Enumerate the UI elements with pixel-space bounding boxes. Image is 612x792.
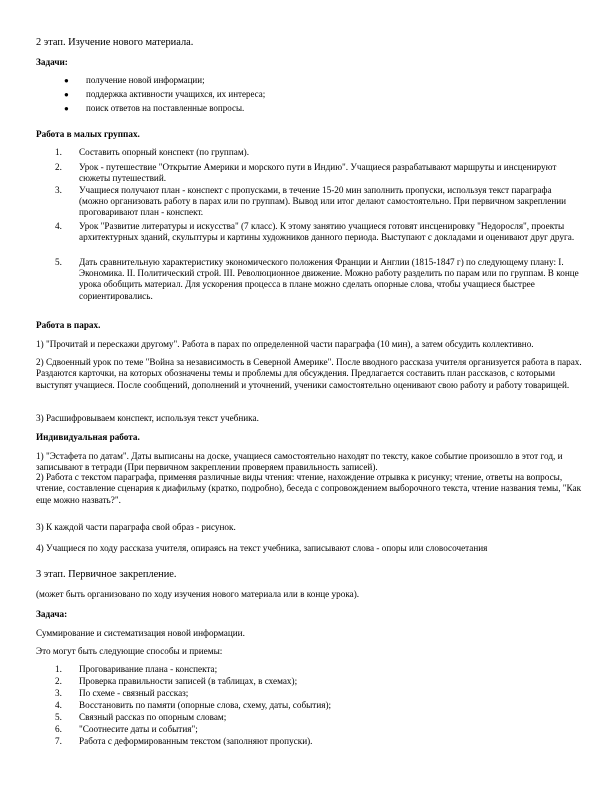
list-item: 5. Дать сравнительную характеристику экономического положения Франции и Англии (1815-1847 г) по следующему плану: I. Экономика. II. Политический строй. III. Революционное движение. Можно работу разделить по парам или по группам. В конце урока обобщить материал. Для ускорения процесса в плане можно сделать опорные слова, чтобы учащиеся быстрее сориентировались. [55,257,579,301]
list-item: 3. Учащиеся получают план - конспект с пропусками, в течение 15-20 мин заполнить пропуски, используя текст параграфа (можно организовать работу в парах или по группам). Вывод или итог делают самостоятельно. При первичном закреплении проговаривают план - конспект. [55,185,567,218]
tasks-heading: Задачи: [36,57,68,67]
bullet-icon: ● [64,76,69,85]
small-groups-heading: Работа в малых группах. [36,129,140,139]
list-item: 4. Урок "Развитие литературы и искусства" (7 класс). К этому занятию учащиеся готовят инсценировку "Недоросля", проекты архитектурных зданий, скульптуры и картины художников данного периода. Выступают с докладами и оценивают друг друга. [55,221,575,243]
paragraph: 3) К каждой части параграфа свой образ - рисунок. [36,522,236,532]
bullet-icon: ● [64,104,69,113]
methods-intro: Это могут быть следующие способы и приемы: [36,646,223,656]
list-item: 6. "Соотнесите даты и события"; [55,724,198,734]
paragraph: 1) "Прочитай и перескажи другому". Работа в парах по определенной части параграфа (10 мин), а затем обсудить коллективно. [36,339,534,349]
task-heading: Задача: [36,609,68,619]
list-item: 5. Связный рассказ по опорным словам; [55,712,227,722]
pairs-heading: Работа в парах. [36,320,101,330]
stage3-note: (может быть организовано по ходу изучения нового материала или в конце урока). [36,589,360,599]
list-item: 2. Проверка правильности записей (в таблицах, в схемах); [55,676,298,686]
list-item: 1. Проговаривание плана - конспекта; [55,664,218,674]
bullet-icon: ● [64,90,69,99]
paragraph: 2) Работа с текстом параграфа, применяя различные виды чтения: чтение, нахождение отрывка к рисунку; чтение, ответы на вопросы, чтение, составление сценария к диафильму (кратко, подробно), беседа с сопровождением выборочного текста, чтение названия темы, "Как еще можно назвать?". [36,472,582,505]
stage3-title: 3 этап. Первичное закрепление. [36,569,177,580]
list-item: 3. По схеме - связный рассказ; [55,688,189,698]
individual-heading: Индивидуальная работа. [36,432,140,442]
task-text: Суммирование и систематизация новой информации. [36,628,245,638]
paragraph: 1) "Эстафета по датам". Даты выписаны на доске, учащиеся самостоятельно находят по тексту, какое событие произошло в этот год, и записывают в тетради (При первичном закреплении проверяем правильность записей). [36,451,563,473]
paragraph: 2) Сдвоенный урок по теме "Война за независимость в Северной Америке". После вводного рассказа учителя организуется работа в парах. Раздаются карточки, на которых обозначены темы и проблемы для обсуждения. Предлагается составить план рассказов, с которыми выступят учащиеся. После сообщений, дополнений и уточнений, ученики самостоятельно оценивают свою работу и работу товарищей. [36,357,582,390]
list-item: 1. Составить опорный конспект (по группам). [55,147,250,157]
paragraph: 4) Учащиеся по ходу рассказа учителя, опираясь на текст учебника, записывают слова - опоры или словосочетания [36,543,488,553]
list-item: 2. Урок - путешествие "Открытие Америки и морского пути в Индию". Учащиеся разрабатывают маршруты и инсценируют сюжеты путешествий. [55,162,557,184]
paragraph: 3) Расшифровываем конспект, используя текст учебника. [36,413,259,423]
stage2-title: 2 этап. Изучение нового материала. [36,37,194,48]
document-page: 2 этап. Изучение нового материала. Задачи: ● получение новой информации; ● поддержка активности учащихся, их интереса; ● поиск ответов на поставленные вопросы. Работа в малых группах. 1. Составить опорный конспект (по группам). 2. Урок - путешествие "Открытие Америки и морского пути в Индию". Учащиеся разрабатывают маршруты и инсценируют сюжеты путешествий. 3. Учащиеся получают план - конспект с пропусками, в течение 15-20 мин заполнить пропуски, используя текст параграфа (можно организовать работу в парах или по группам). Вывод или итог делают самостоятельно. При первичном закреплении проговаривают план - конспект. 4. Урок "Развитие литературы и искусства" (7 класс). К этому занятию учащиеся готовят инсценировку "Недоросля", проекты архитектурных зданий, скульптуры и картины художников данного периода. Выступают с докладами и оценивают друг друга. 5. Дать сравнительную характеристику экономического положения Франции и Англии (1815-1847 г) по следующему плану: I. Экономика. II. Политический строй. III. Революционное движение. Можно работу разделить по парам или по группам. В конце урока обобщить материал. Для ускорения процесса в плане можно сделать опорные слова, чтобы учащиеся быстрее сориентировались. Работа в парах. 1) "Прочитай и перескажи другому". Работа в парах по определенной части параграфа (10 мин), а затем обсудить коллективно. 2) Сдвоенный урок по теме "Война за независимость в Северной Америке". После вводного рассказа учителя организуется работа в парах. Раздаются карточки, на которых обозначены темы и проблемы для обсуждения. Предлагается составить план рассказов, с которыми выступят учащиеся. После сообщений, дополнений и уточнений, ученики самостоятельно оценивают свою работу и работу товарищей. 3) Расшифровываем конспект, используя текст учебника. Индивидуальная работа. 1) "Эстафета по датам". Даты выписаны на доске, учащиеся самостоятельно находят по тексту, какое событие произошло в этот год, и записывают в тетради (При первичном закреплении проверяем правильность записей). 2) Работа с текстом параграфа, применяя различные виды чтения: чтение, нахождение отрывка к рисунку; чтение, ответы на вопросы, чтение, составление сценария к диафильму (кратко, подробно), беседа с сопровождением выборочного текста, чтение названия темы, "Как еще можно назвать?". 3) К каждой части параграфа свой образ - рисунок. 4) Учащиеся по ходу рассказа учителя, опираясь на текст учебника, записывают слова - опоры или словосочетания 3 этап. Первичное закрепление. (может быть организовано по ходу изучения нового материала или в конце урока). Задача: Суммирование и систематизация новой информации. Это могут быть следующие способы и приемы: 1. Проговаривание плана - конспекта; 2. Проверка правильности записей (в таблицах, в схемах); 3. По схеме - связный рассказ; 4. Восстановить по памяти (опорные слова, схему, даты, события); 5. Связный рассказ по опорным словам; 6. "Соотнесите даты и события"; 7. Работа с деформированным текстом (заполняют пропуски). [0,0,612,792]
list-item: 7. Работа с деформированным текстом (заполняют пропуски). [55,736,313,746]
list-item: 4. Восстановить по памяти (опорные слова, схему, даты, события); [55,700,332,710]
